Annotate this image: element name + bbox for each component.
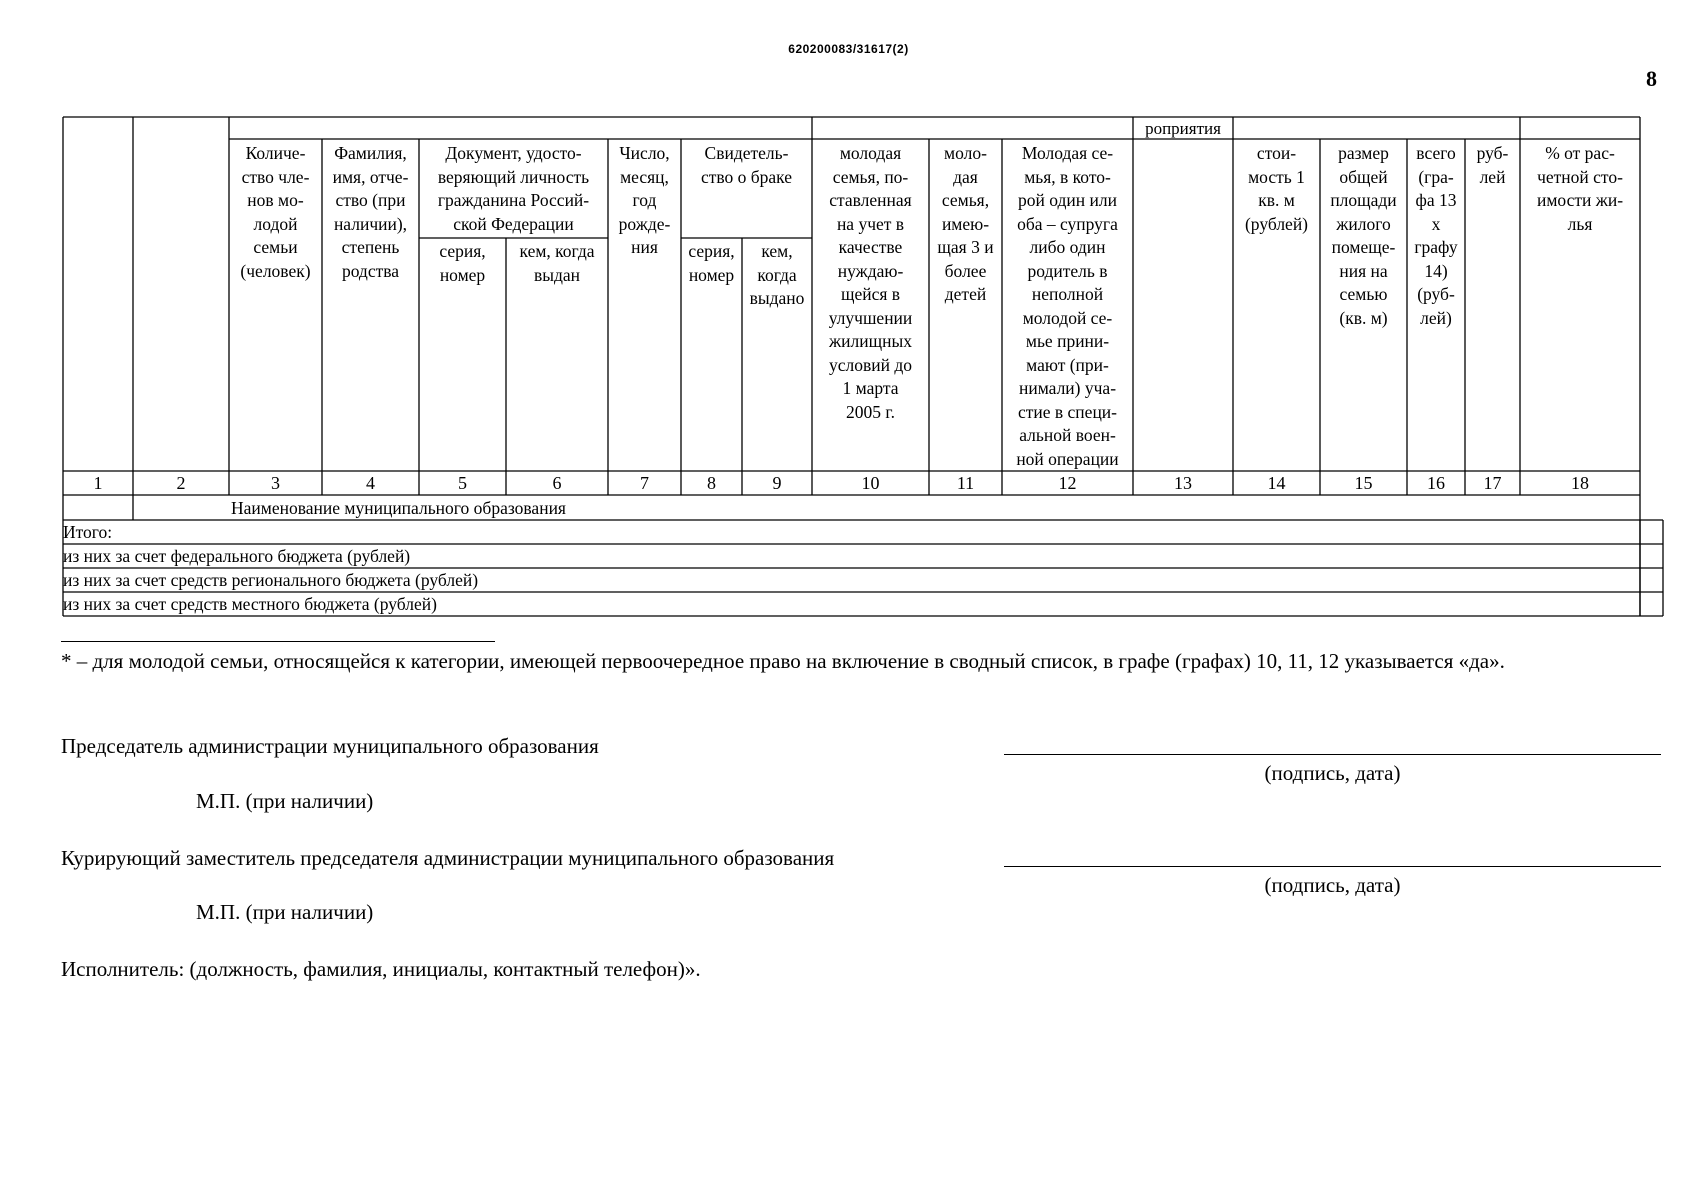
local-budget-row: из них за счет средств местного бюджета (рублей) xyxy=(63,594,437,614)
column-number: 8 xyxy=(707,473,716,493)
column-number: 14 xyxy=(1267,473,1286,493)
header-col-8-9: Свидетель- ство о браке xyxy=(700,143,793,187)
header-col-18: % от рас- четной сто- имости жи- лья xyxy=(1536,143,1624,234)
column-number: 13 xyxy=(1174,473,1192,493)
header-col-10: молодая семья, по- ставленная на учет в качестве нуждаю- щейся в улучшении жилищных условий до 1 марта 2005 г. xyxy=(828,143,913,422)
column-number: 1 xyxy=(93,473,103,493)
stamp-note: М.П. (при наличии) xyxy=(196,900,374,924)
column-number: 18 xyxy=(1571,473,1589,493)
header-col-5-6: Документ, удосто- веряющий личность гражданина Россий- ской Федерации xyxy=(437,143,590,234)
header-col-7: Число, месяц, год рожде- ния xyxy=(618,143,671,257)
header-col-11: моло- дая семья, имею- щая 3 и более детей xyxy=(937,143,994,304)
signature-line-deputy xyxy=(1004,866,1661,867)
header-col-8: серия, номер xyxy=(688,241,735,285)
header-col-16: всего (гра- фа 13 х графу 14) (руб- лей) xyxy=(1414,143,1458,328)
header-col-6: кем, когда выдан xyxy=(519,241,595,285)
header-col-3: Количе- ство чле- нов мо- лодой семьи (человек) xyxy=(240,143,311,281)
column-number: 11 xyxy=(956,473,975,493)
header-col-17: руб- лей xyxy=(1476,143,1509,187)
column-number: 2 xyxy=(176,473,186,493)
header-col-5: серия, номер xyxy=(439,241,486,285)
header-col-9: кем, когда выдано xyxy=(749,241,805,308)
executor-label: Исполнитель: (должность, фамилия, инициалы, контактный телефон)». xyxy=(61,957,701,981)
header-col-14: стои- мость 1 кв. м (рублей) xyxy=(1244,143,1309,234)
municipality-row: Наименование муниципального образования xyxy=(231,498,566,518)
totals-row: Итого: xyxy=(63,522,113,542)
header-fragment: роприятия xyxy=(1145,119,1221,138)
column-number: 10 xyxy=(861,473,880,493)
page-number: 8 xyxy=(1646,66,1657,91)
column-number: 17 xyxy=(1483,473,1502,493)
footnote-divider xyxy=(61,641,495,642)
signature-caption-deputy: (подпись, дата) xyxy=(1264,873,1401,897)
column-number: 15 xyxy=(1354,473,1373,493)
column-number: 9 xyxy=(772,473,782,493)
header-col-15: размер общей площади жилого помеще- ния на семью (кв. м) xyxy=(1330,143,1397,328)
column-number: 7 xyxy=(640,473,649,493)
regional-budget-row: из них за счет средств регионального бюджета (рублей) xyxy=(63,570,479,590)
column-number: 4 xyxy=(366,473,375,493)
chairman-label: Председатель администрации муниципального образования xyxy=(61,734,599,758)
signature-caption-chairman: (подпись, дата) xyxy=(1264,761,1401,785)
column-number: 6 xyxy=(552,473,562,493)
stamp-note: М.П. (при наличии) xyxy=(196,789,374,813)
column-number: 3 xyxy=(271,473,280,493)
column-number: 16 xyxy=(1427,473,1445,493)
document-id: 620200083/31617(2) xyxy=(788,42,909,56)
column-number: 5 xyxy=(458,473,467,493)
column-number: 12 xyxy=(1058,473,1077,493)
header-col-12: Молодая се- мья, в кото- рой один или оба – супруга либо один родитель в неполной молодой се- мье прини- мают (при- нимали) уча- стие в специ- альной воен- ной операции xyxy=(1016,143,1119,469)
header-col-4: Фамилия, имя, отче- ство (при наличии), степень родства xyxy=(332,143,409,281)
deputy-label: Курирующий заместитель председателя администрации муниципального образования xyxy=(61,846,835,870)
footnote: * – для молодой семьи, относящейся к категории, имеющей первоочередное право на включение в сводный список, в графе (графах) 10, 11, 12 указывается «да». xyxy=(61,649,1505,673)
federal-budget-row: из них за счет федерального бюджета (рублей) xyxy=(63,546,411,566)
signature-line-chairman xyxy=(1004,754,1661,755)
